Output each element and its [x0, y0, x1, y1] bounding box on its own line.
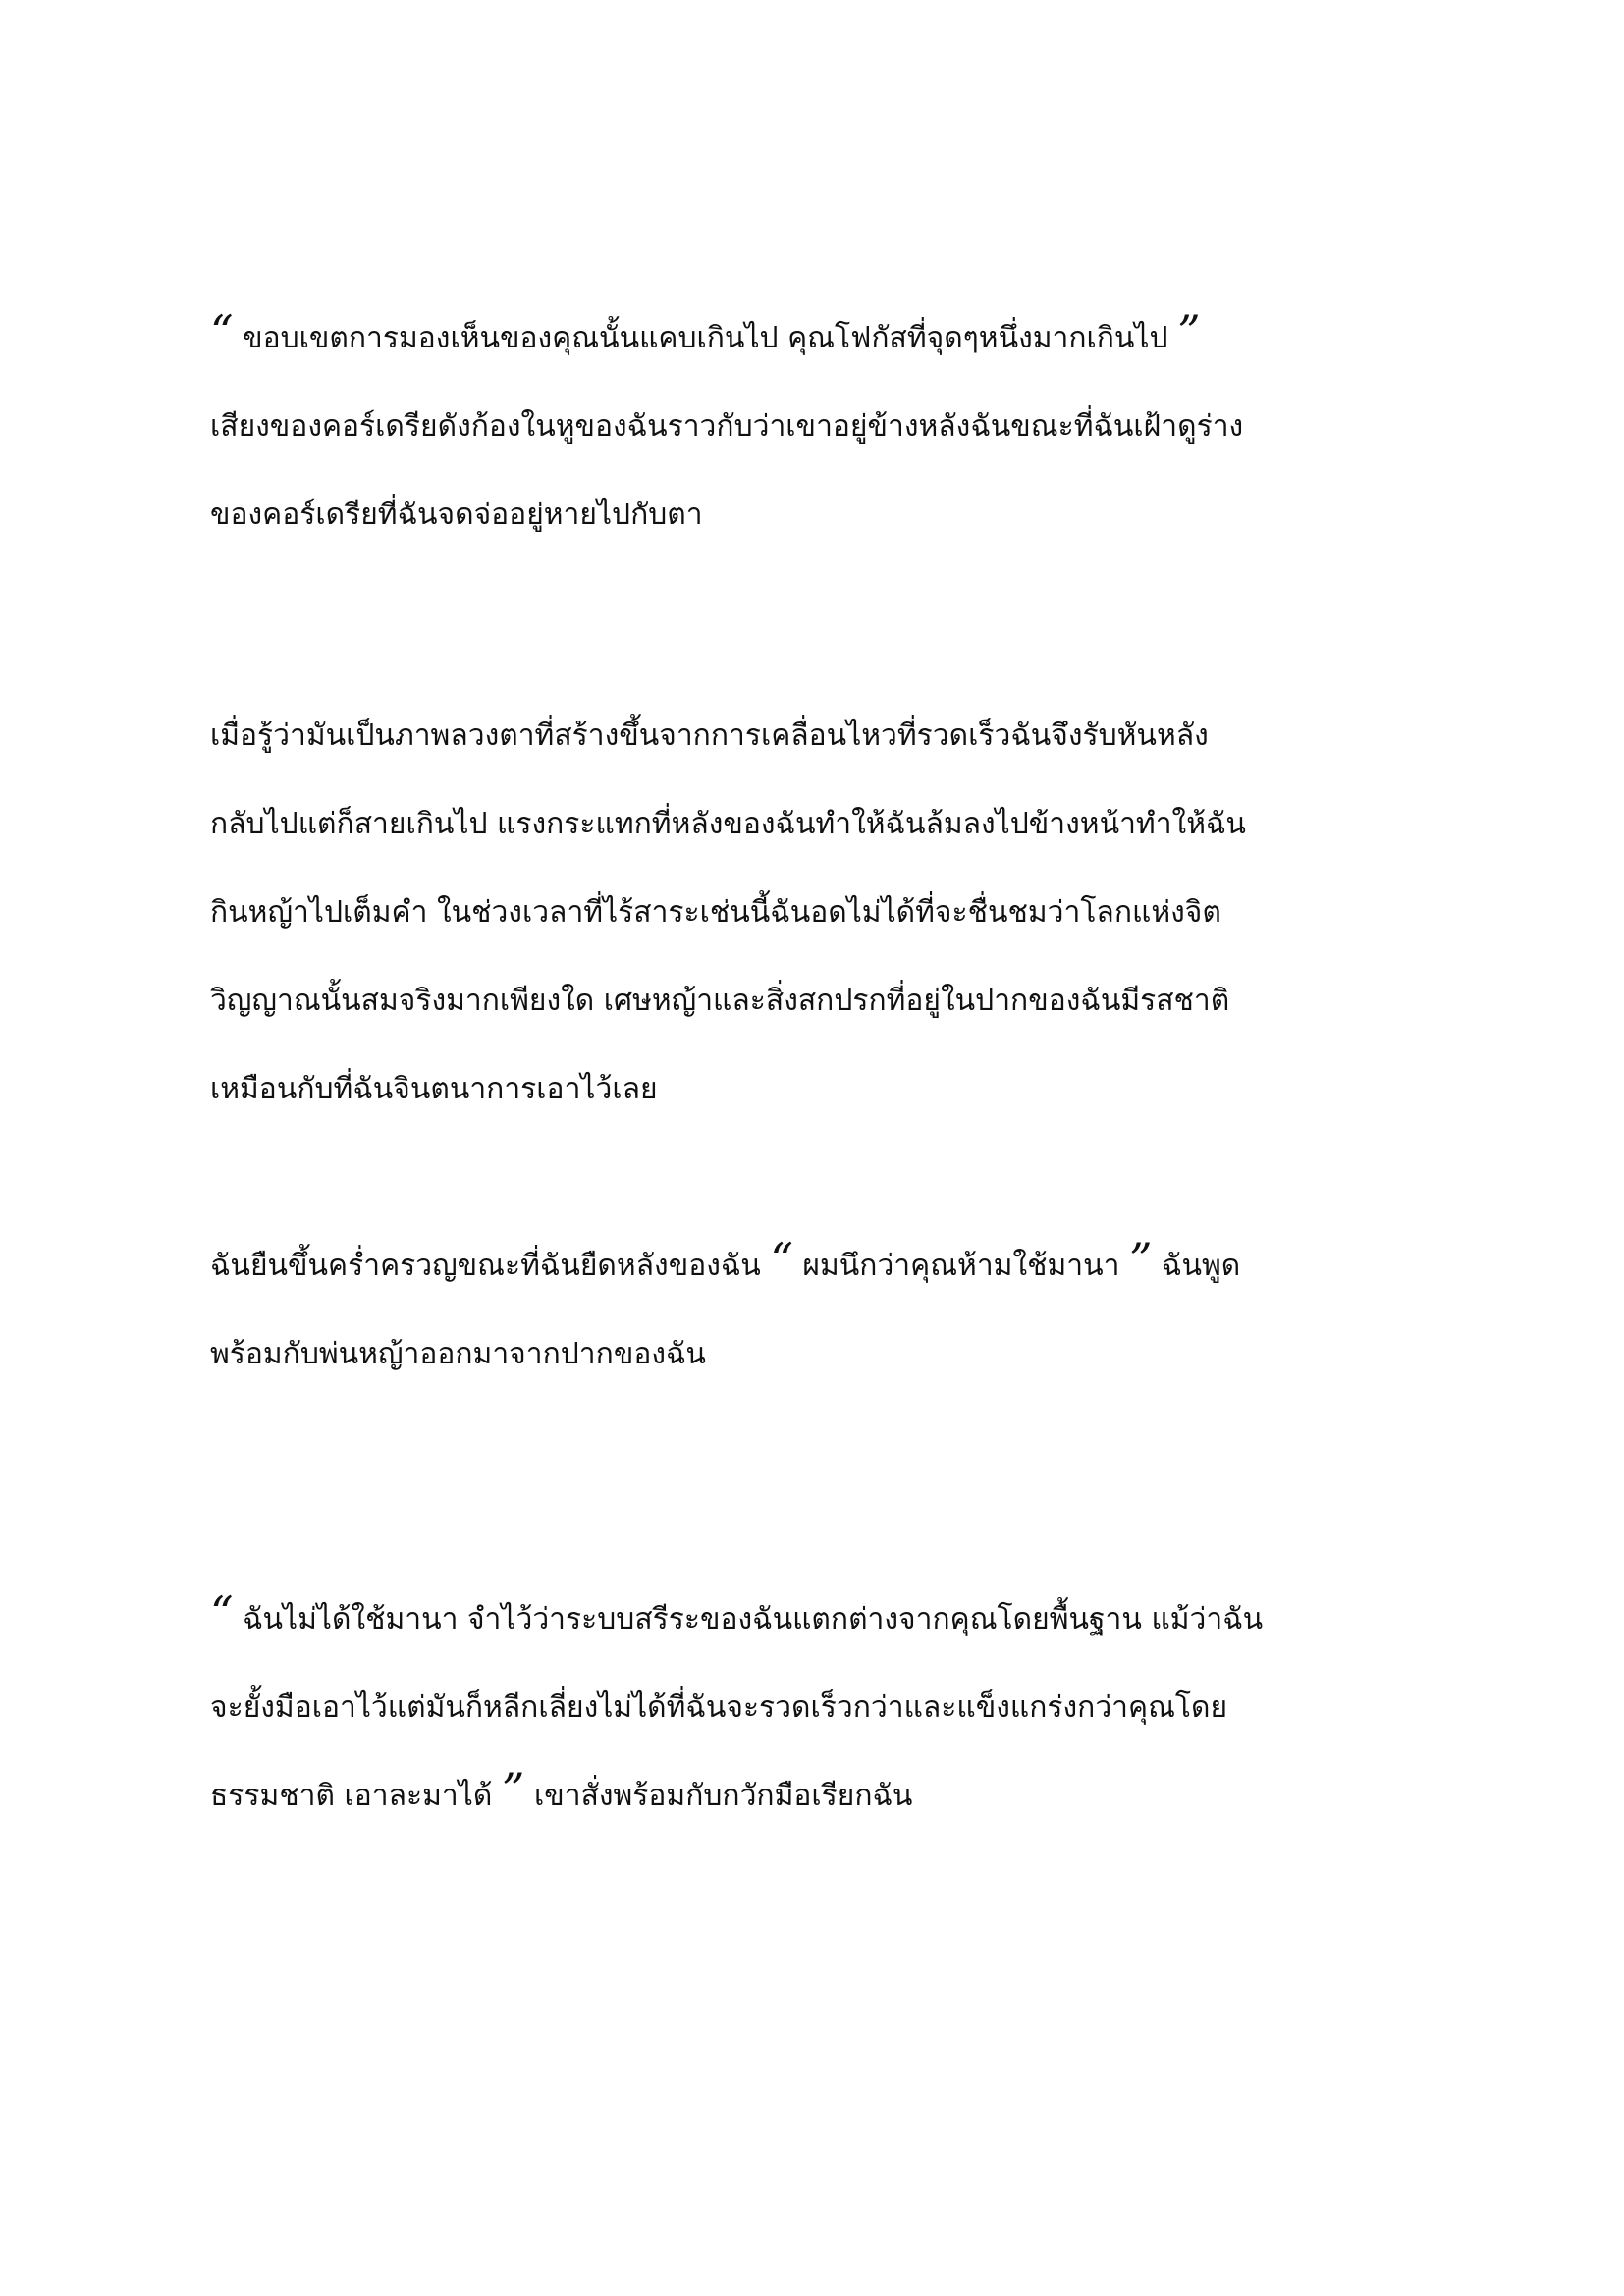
- quoted-text: ผมนึกว่าคุณห้ามใช้มานา: [792, 1249, 1129, 1283]
- text-line: [210, 1222, 1428, 1310]
- close-quote: ”: [501, 1763, 525, 1816]
- text-line: เหมือนกับที่ฉันจินตนาการเอาไว้เลย: [210, 1072, 658, 1106]
- text-line: [210, 1575, 1428, 1664]
- line-text: ธรรมชาติ เอาละมาได้: [210, 1779, 502, 1813]
- text-line: ของคอร์เดรียที่ฉันจดจ่ออยู่หายไปกับตา: [210, 498, 703, 532]
- paragraph-2: [210, 692, 1428, 1134]
- text-line: จะยั้งมือเอาไว้แต่มันก็หลีกเลี่ยงไม่ได้ที่ฉันจะรวดเร็วกว่าและแข็งแกร่งกว่าคุณโดย: [210, 1690, 1228, 1725]
- open-quote: “: [210, 305, 234, 358]
- text-line: พร้อมกับพ่นหญ้าออกมาจากปากของฉัน: [210, 1337, 706, 1371]
- close-quote: ”: [1128, 1233, 1153, 1286]
- text-line: [210, 294, 1428, 383]
- paragraph-1: [210, 294, 1428, 560]
- open-quote: “: [210, 1586, 234, 1639]
- close-quote: ”: [1177, 305, 1201, 358]
- open-quote: “: [770, 1233, 793, 1286]
- line-text: ขอบเขตการมองเห็นของคุณนั้นแคบเกินไป คุณโฟกัสที่จุดๆหนึ่งมากเกินไป: [233, 321, 1178, 355]
- line-text-tail: เขาสั่งพร้อมกับกวักมือเรียกฉัน: [524, 1779, 913, 1813]
- text-line: วิญญาณนั้นสมจริงมากเพียงใด เศษหญ้าและสิ่งสกปรกที่อยู่ในปากของฉันมีรสชาติ: [210, 984, 1230, 1018]
- text-line: เมื่อรู้ว่ามันเป็นภาพลวงตาที่สร้างขึ้นจากการเคลื่อนไหวที่รวดเร็วฉันจึงรับหันหลัง: [210, 719, 1209, 753]
- text-line: เสียงของคอร์เดรียดังก้องในหูของฉันราวกับว่าเขาอยู่ข้างหลังฉันขณะที่ฉันเฝ้าดูร่าง: [210, 409, 1244, 444]
- text-line: [210, 1752, 1428, 1841]
- line-text: ฉันไม่ได้ใช้มานา จำไว้ว่าระบบสรีระของฉันแตกต่างจากคุณโดยพื้นฐาน แม้ว่าฉัน: [233, 1602, 1264, 1636]
- text-line: กินหญ้าไปเต็มคำ ในช่วงเวลาที่ไร้สาระเช่นนี้ฉันอดไม่ได้ที่จะชื่นชมว่าโลกแห่งจิต: [210, 895, 1221, 930]
- paragraph-4: [210, 1575, 1428, 1841]
- line-text-tail: ฉันพูด: [1152, 1249, 1241, 1283]
- text-line: กลับไปแต่ก็สายเกินไป แรงกระแทกที่หลังของฉันทำให้ฉันล้มลงไปข้างหน้าทำให้ฉัน: [210, 807, 1246, 841]
- paragraph-3: [210, 1222, 1428, 1399]
- line-text: ฉันยืนขึ้นคร่ำครวญขณะที่ฉันยืดหลังของฉัน: [210, 1249, 771, 1283]
